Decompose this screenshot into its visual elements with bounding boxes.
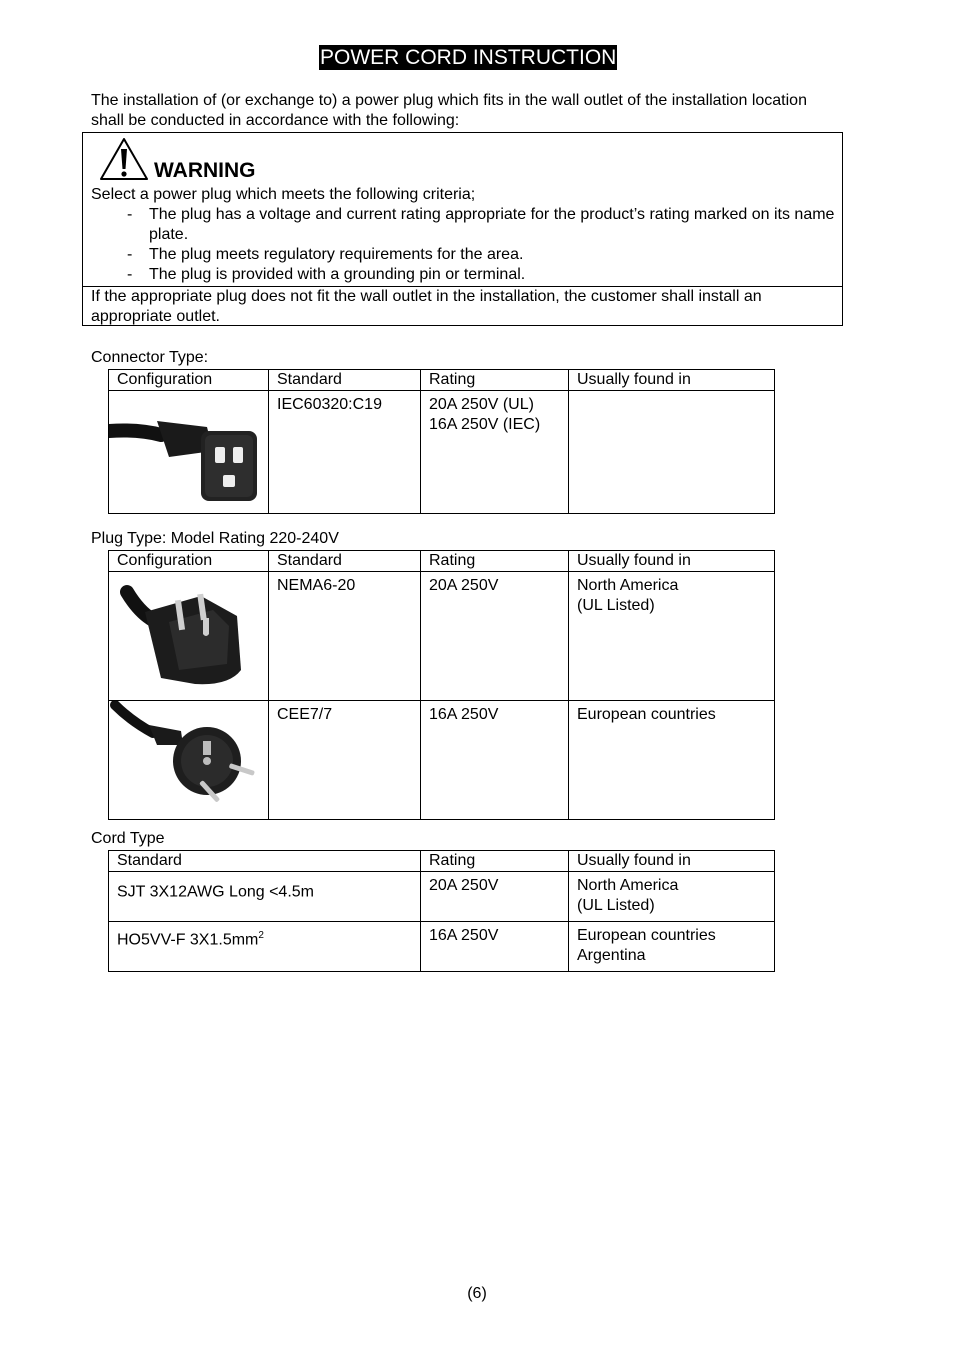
list-item: - The plug has a voltage and current rating appropriate for the product’s rating marked on its name plate. — [127, 206, 835, 243]
rating-cell: 20A 250V — [421, 872, 569, 922]
column-header: Rating — [421, 370, 569, 391]
plug-type-table — [108, 550, 775, 820]
standard-cell: IEC60320:C19 — [269, 391, 421, 514]
standard-cell: CEE7/7 — [269, 701, 421, 820]
column-header: Usually found in — [569, 370, 775, 391]
connector-type-label: Connector Type: — [91, 349, 209, 366]
connector-type-table — [108, 369, 775, 514]
table-row — [109, 572, 775, 701]
found-in-cell: European countries Argentina — [569, 922, 775, 972]
list-item: - The plug is provided with a grounding pin or terminal. — [127, 266, 526, 283]
table-row — [109, 391, 775, 514]
warning-criteria-list — [91, 205, 836, 285]
column-header: Usually found in — [569, 551, 775, 572]
table-row — [109, 922, 775, 972]
table-row — [109, 872, 775, 922]
found-in-cell: North America (UL Listed) — [569, 572, 775, 701]
page-number: (6) — [467, 1285, 487, 1302]
column-header: Configuration — [109, 370, 269, 391]
table-row — [109, 701, 775, 820]
warning-box — [82, 132, 843, 326]
cord-type-table — [108, 850, 775, 972]
cord-type-label: Cord Type — [91, 830, 165, 847]
warning-heading: WARNING — [154, 159, 256, 182]
column-header: Standard — [269, 551, 421, 572]
column-header: Usually found in — [569, 851, 775, 872]
found-in-cell — [569, 391, 775, 514]
iec-c19-connector-photo — [109, 391, 267, 507]
column-header: Rating — [421, 551, 569, 572]
warning-triangle-icon — [99, 137, 149, 181]
warning-lead: Select a power plug which meets the following criteria; — [91, 186, 476, 203]
rating-cell: 20A 250V — [421, 572, 569, 701]
standard-cell: NEMA6-20 — [269, 572, 421, 701]
table-header-row — [109, 851, 775, 872]
list-item: - The plug meets regulatory requirements for the area. — [127, 246, 524, 263]
rating-cell: 20A 250V (UL) 16A 250V (IEC) — [421, 391, 569, 514]
column-header: Standard — [109, 851, 421, 872]
found-in-cell: European countries — [569, 701, 775, 820]
intro-paragraph: The installation of (or exchange to) a power plug which fits in the wall outlet of the installation location shall be conducted in accordance with the following: — [91, 92, 807, 129]
configuration-cell — [109, 391, 269, 514]
found-in-cell: North America (UL Listed) — [569, 872, 775, 922]
standard-cell: SJT 3X12AWG Long <4.5m — [109, 872, 421, 922]
nema-6-20-plug-photo — [109, 572, 267, 694]
cee-7-7-plug-photo — [109, 701, 267, 813]
plug-type-label: Plug Type: Model Rating 220-240V — [91, 530, 339, 547]
column-header: Configuration — [109, 551, 269, 572]
configuration-cell — [109, 701, 269, 820]
page-title: POWER CORD INSTRUCTION — [320, 46, 617, 69]
warning-footer: If the appropriate plug does not fit the wall outlet in the installation, the customer shall install an appropriate outlet. — [91, 288, 762, 325]
column-header: Rating — [421, 851, 569, 872]
table-header-row — [109, 370, 775, 391]
column-header: Standard — [269, 370, 421, 391]
rating-cell: 16A 250V — [421, 922, 569, 972]
configuration-cell — [109, 572, 269, 701]
table-header-row — [109, 551, 775, 572]
standard-cell: HO5VV-F $3X1.5mm^2$ — [109, 922, 421, 972]
rating-cell: 16A 250V — [421, 701, 569, 820]
